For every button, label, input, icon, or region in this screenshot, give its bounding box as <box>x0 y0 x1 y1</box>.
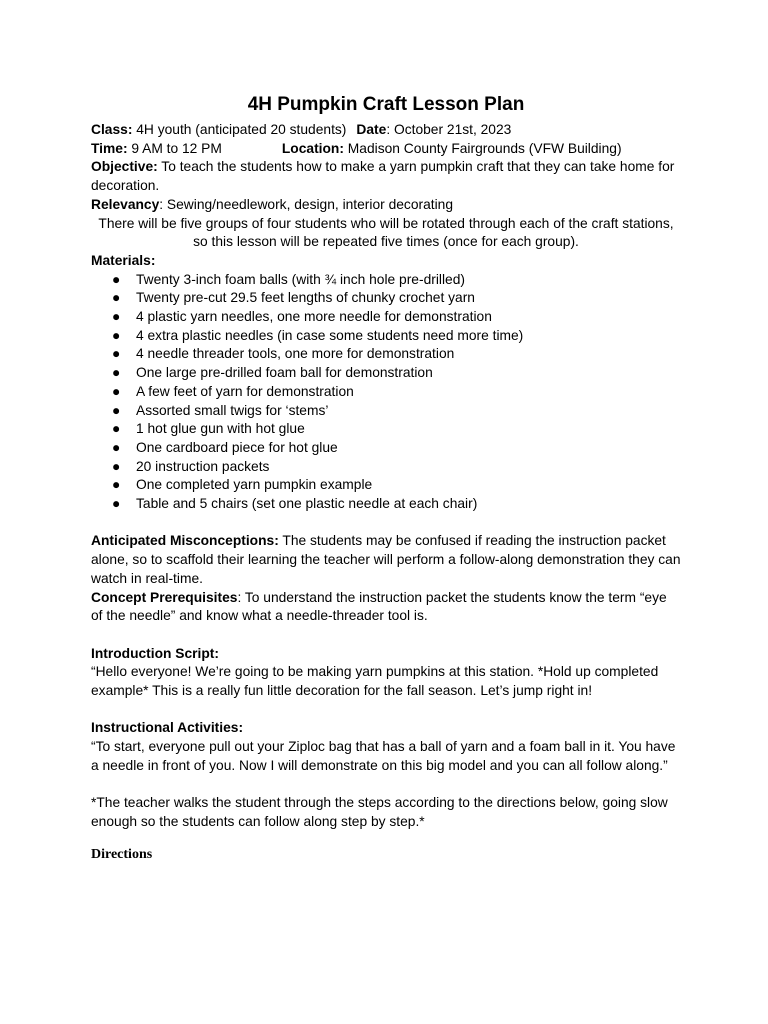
list-item-text: 20 instruction packets <box>136 458 270 474</box>
bullet-icon: ● <box>112 421 121 437</box>
date-label: Date <box>356 122 387 137</box>
materials-heading <box>91 252 681 271</box>
introduction-heading <box>91 645 681 664</box>
time-label: Time: <box>91 140 128 156</box>
list-item <box>91 327 681 346</box>
list-item <box>91 439 681 458</box>
location-value: Madison County Fairgrounds (VFW Building) <box>343 140 622 156</box>
location-label: Location: <box>281 140 344 156</box>
list-item <box>91 383 681 402</box>
misconceptions-label: Anticipated Misconceptions: <box>91 533 279 549</box>
rotation-line-2: so this lesson will be repeated five times (once for each group). <box>193 234 579 250</box>
list-item <box>91 364 681 383</box>
bullet-icon: ● <box>112 365 121 381</box>
misconceptions-paragraph <box>91 532 681 588</box>
objective-paragraph <box>91 158 681 195</box>
bullet-icon: ● <box>112 290 121 306</box>
time-value: 9 AM to 12 PM <box>127 140 222 156</box>
relevancy-text: : Sewing/needlework, design, interior decorating <box>159 196 454 212</box>
bullet-icon: ● <box>112 458 121 474</box>
list-item-text: One large pre-drilled foam ball for demonstration <box>136 365 433 381</box>
list-item-text: 4 needle threader tools, one more for demonstration <box>136 346 455 362</box>
list-item-text: A few feet of yarn for demonstration <box>136 383 354 399</box>
list-item-text: One cardboard piece for hot glue <box>136 439 338 455</box>
activities-label: Instructional Activities: <box>91 720 244 736</box>
list-item <box>91 476 681 495</box>
list-item-text: Twenty pre-cut 29.5 feet lengths of chunky crochet yarn <box>136 290 475 306</box>
lesson-plan <box>91 92 681 864</box>
list-item-text: One completed yarn pumpkin example <box>136 477 373 493</box>
list-item-text: 1 hot glue gun with hot glue <box>136 421 305 437</box>
list-item-text: 4 plastic yarn needles, one more needle for demonstration <box>136 309 492 325</box>
bullet-icon: ● <box>112 271 121 287</box>
date-value: : October 21st, 2023 <box>386 122 512 137</box>
time-location-line <box>91 140 681 159</box>
prerequisites-label: Concept Prerequisites <box>91 589 238 605</box>
list-item <box>91 271 681 290</box>
list-item-text: Table and 5 chairs (set one plastic needle at each chair) <box>136 496 478 512</box>
list-item <box>91 308 681 327</box>
page-title: 4H Pumpkin Craft Lesson Plan <box>247 94 525 115</box>
class-value: 4H youth (anticipated 20 students) <box>132 122 347 137</box>
bullet-icon: ● <box>112 309 121 325</box>
prerequisites-text: : To understand the instruction packet the students know the term “eye of the needle” and know what a needle-threader tool is. <box>91 589 667 624</box>
bullet-icon: ● <box>112 383 121 399</box>
bullet-icon: ● <box>112 496 121 512</box>
relevancy-line <box>91 196 681 215</box>
activities-text: “To start, everyone pull out your Ziploc bag that has a ball of yarn and a foam ball in it. You have a needle in front of you. Now I will demonstrate on this big model and you can all follow along.” <box>91 739 676 773</box>
rotation-line-1: There will be five groups of four students who will be rotated through each of the craft stations, <box>98 215 674 231</box>
list-item <box>91 495 681 514</box>
misconceptions-text: The students may be confused if reading the instruction packet alone, so to scaffold their learning the teacher will perform a follow-along demonstration they can watch in real-time. <box>91 533 681 586</box>
objective-text: To teach the students how to make a yarn pumpkin craft that they can take home for decoration. <box>91 159 675 194</box>
list-item <box>91 289 681 308</box>
bullet-icon: ● <box>112 402 121 418</box>
list-item <box>91 402 681 421</box>
class-date-line <box>91 121 681 140</box>
list-item <box>91 345 681 364</box>
materials-label: Materials: <box>91 252 156 268</box>
prerequisites-paragraph <box>91 589 681 626</box>
list-item <box>91 420 681 439</box>
activities-heading <box>91 719 681 738</box>
bullet-icon: ● <box>112 346 121 362</box>
introduction-text: “Hello everyone! We’re going to be making yarn pumpkins at this station. *Hold up completed example* This is a really fun little decoration for the fall season. Let’s jump right in! <box>91 664 659 699</box>
bullet-icon: ● <box>112 439 121 455</box>
list-item-text: 4 extra plastic needles (in case some students need more time) <box>136 327 524 343</box>
directions-heading: Directions <box>91 846 153 862</box>
list-item-text: Assorted small twigs for ‘stems’ <box>136 402 329 418</box>
list-item-text: Twenty 3-inch foam balls (with ¾ inch hole pre-drilled) <box>136 271 465 287</box>
bullet-icon: ● <box>112 477 121 493</box>
materials-list <box>91 271 681 514</box>
teacher-note: *The teacher walks the student through the steps according to the directions below, going slow enough so the students can follow along step by step.* <box>91 795 668 829</box>
class-label: Class: <box>91 122 133 137</box>
bullet-icon: ● <box>112 327 121 343</box>
list-item <box>91 458 681 477</box>
objective-label: Objective: <box>91 159 158 175</box>
relevancy-label: Relevancy <box>91 196 160 212</box>
introduction-label: Introduction Script: <box>91 645 219 661</box>
